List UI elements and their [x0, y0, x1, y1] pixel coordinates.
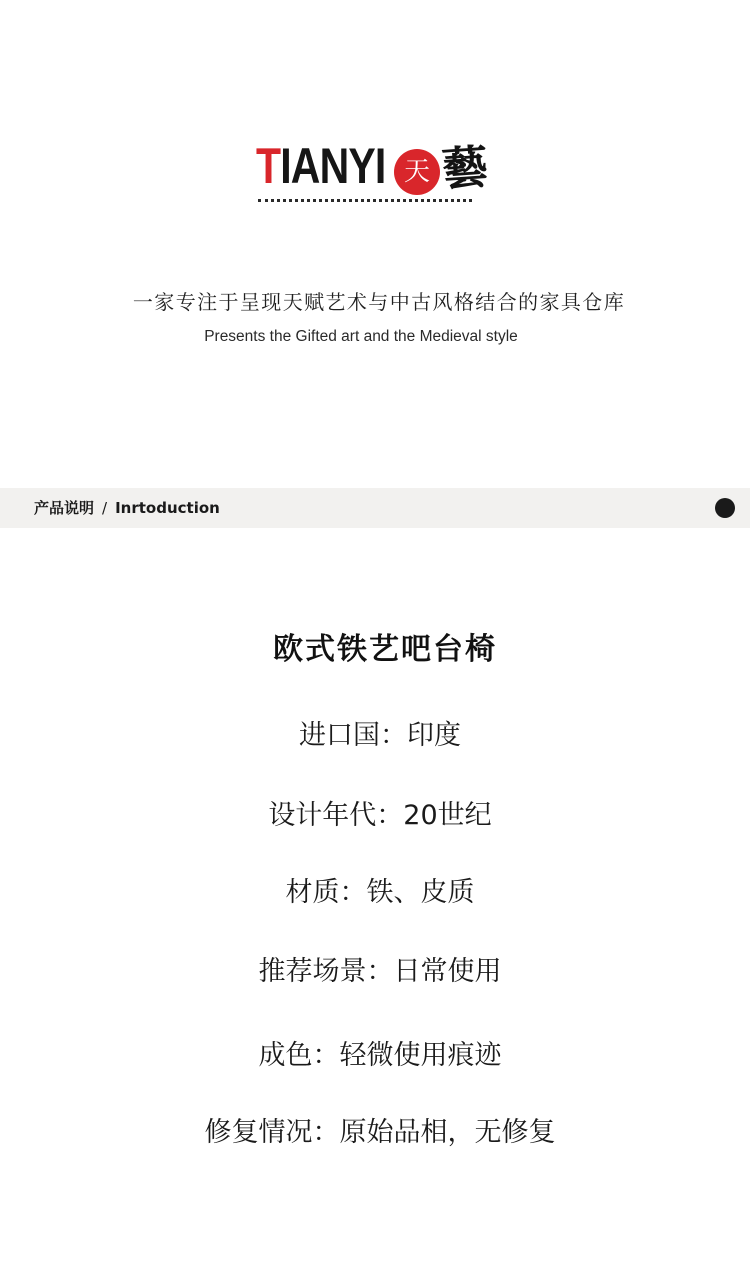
- spec-recommended-use: 推荐场景：日常使用: [258, 956, 502, 987]
- calligraphy-character: 藝: [440, 139, 490, 197]
- brand-logo: [256, 136, 496, 206]
- spec-design-era: 设计年代：20世纪: [268, 800, 492, 831]
- dot-icon: [715, 498, 735, 518]
- spec-material: 材质：铁、皮质: [285, 877, 475, 908]
- logo-dotted-underline: [258, 199, 472, 202]
- section-label: [34, 488, 220, 528]
- seal-character: 天: [403, 157, 430, 187]
- logo-wordmark: [256, 138, 385, 194]
- section-label-cn: 产品说明: [34, 499, 95, 517]
- spec-condition: 成色：轻微使用痕迹: [258, 1040, 502, 1071]
- section-label-separator: /: [102, 499, 108, 517]
- slogan-english: Presents the Gifted art and the Medieval style: [204, 328, 518, 345]
- seal-icon: [394, 149, 440, 195]
- logo-rest-letters: IANYI: [280, 138, 386, 194]
- logo-first-letter: T: [256, 138, 281, 194]
- slogan-chinese: 一家专注于呈现天赋艺术与中古风格结合的家具仓库: [132, 290, 626, 314]
- product-title: 欧式铁艺吧台椅: [273, 632, 497, 667]
- spec-origin-country: 进口国：印度: [299, 720, 461, 751]
- section-header-bar: [0, 488, 750, 528]
- section-label-en: Inrtoduction: [115, 499, 220, 517]
- spec-restoration: 修复情况：原始品相，无修复: [204, 1117, 556, 1148]
